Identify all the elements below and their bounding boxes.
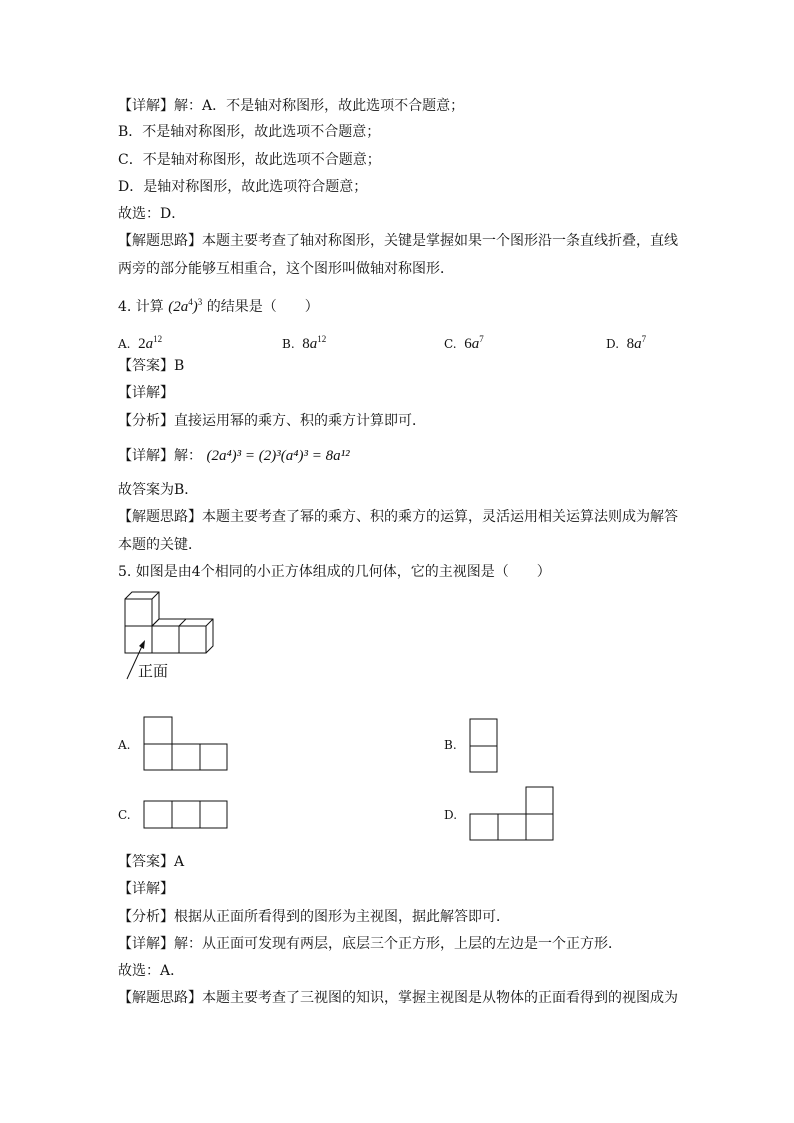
q4-stem: [118, 292, 319, 317]
q4-detail-expression: (2a⁴)³ = (2)³(a⁴)³ = 8a¹²: [206, 448, 350, 464]
q5-analysis: 【分析】根据从正面所看得到的图形为主视图，据此解答即可．: [118, 909, 510, 925]
q4-option-c: C. $6a^7$: [444, 334, 484, 352]
q5-detail: 【详解】解：从正面可发现有两层，底层三个正方形，上层的左边是一个正方形．: [118, 936, 622, 952]
q4-detail: [118, 446, 350, 466]
q4-stem-suffix: 的结果是（ ）: [206, 299, 319, 315]
q5-choose: 故选：A．: [118, 963, 185, 979]
q4-idea-line2: 本题的关键．: [118, 537, 202, 553]
q5-stem: 5. 如图是由4个相同的小正方体组成的几何体，它的主视图是（ ）: [118, 564, 551, 580]
front-label: 正面: [138, 662, 169, 680]
q4-detail-prefix: 【详解】解：: [118, 448, 202, 464]
q4-answer: 【答案】B: [118, 358, 185, 374]
q4-analysis: 【分析】直接运用幂的乘方、积的乘方计算即可．: [118, 413, 426, 429]
q5-option-a-figure: [143, 716, 229, 772]
q4-detail-tag: 【详解】: [118, 385, 174, 401]
q3-idea-line2: 两旁的部分能够互相重合，这个图形叫做轴对称图形．: [118, 261, 454, 277]
q3-detail-a: 【详解】解：A．不是轴对称图形，故此选项不合题意；: [118, 98, 465, 114]
q5-idea-line1: 【解题思路】本题主要考查了三视图的知识，掌握主视图是从物体的正面看得到的视图成为: [118, 990, 678, 1006]
q5-option-b-letter: B.: [444, 738, 457, 752]
q5-option-d-letter: D.: [444, 808, 458, 822]
q4-idea-line1: 【解题思路】本题主要考查了幂的乘方、积的乘方的运算，灵活运用相关运算法则成为解答: [118, 509, 678, 525]
q5-option-c-letter: C.: [118, 808, 131, 822]
q5-option-d-figure: [469, 786, 555, 842]
q4-stem-expression: $(2a^4)^3$: [168, 297, 203, 315]
q4-option-b: B. $8a^{12}$: [282, 334, 327, 352]
q5-option-a-letter: A.: [118, 738, 131, 752]
q4-stem-prefix: 4. 计算: [118, 299, 164, 315]
q3-detail-d: D．是轴对称图形，故此选项符合题意；: [118, 179, 368, 195]
q3-choose: 故选：D．: [118, 206, 186, 222]
q3-detail-b: B．不是轴对称图形，故此选项不合题意；: [118, 124, 381, 140]
q5-answer: 【答案】A: [118, 854, 185, 870]
q5-option-c-figure: [143, 800, 229, 830]
q3-detail-c: C．不是轴对称图形，故此选项不合题意；: [118, 152, 381, 168]
q5-detail-tag: 【详解】: [118, 881, 174, 897]
q4-option-a: A. $2a^{12}$: [118, 334, 163, 352]
q3-idea-line1: 【解题思路】本题主要考查了轴对称图形，关键是掌握如果一个图形沿一条直线折叠，直线: [118, 233, 678, 249]
q5-solid-figure: [118, 586, 228, 686]
q4-option-d: D. $8a^7$: [606, 334, 647, 352]
q4-choose: 故答案为B．: [118, 482, 199, 498]
q5-option-b-figure: [469, 718, 499, 774]
